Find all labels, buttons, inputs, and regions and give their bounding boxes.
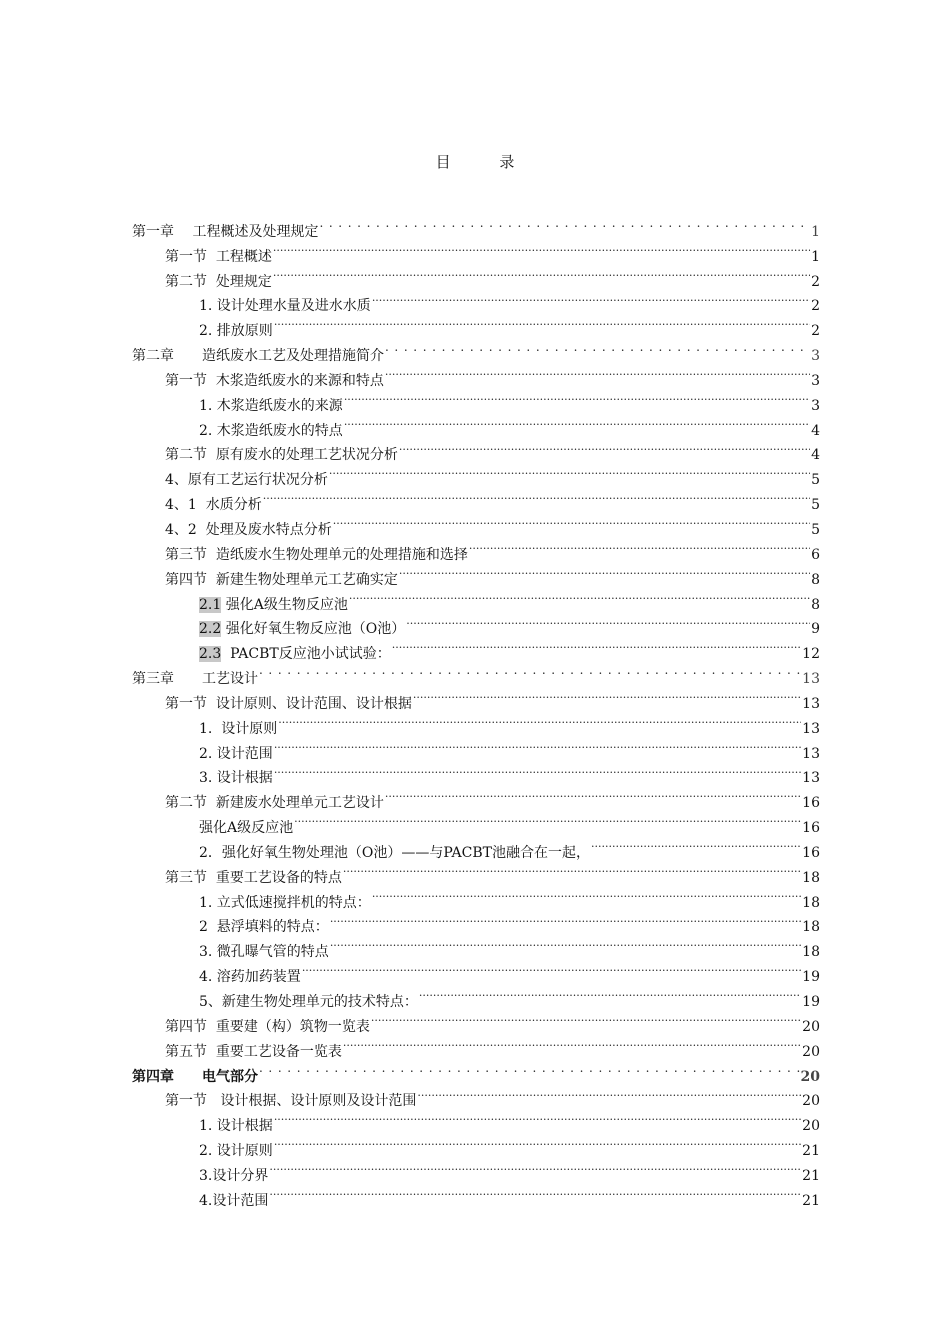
toc-dot-leader — [302, 956, 801, 981]
toc-dot-leader — [263, 484, 810, 509]
toc-entry-text — [132, 667, 258, 692]
toc-dot-leader — [343, 1031, 801, 1056]
toc-entry-text — [199, 617, 405, 642]
toc-entry-label: 第二节 新建废水处理单元工艺设计 — [165, 795, 384, 812]
toc-dot-leader — [372, 882, 801, 907]
toc-entry-label: 4.设计范围 — [199, 1192, 269, 1209]
toc-page-number: 21 — [802, 1167, 820, 1184]
toc-dot-leader — [278, 708, 801, 733]
toc-entry-text — [199, 593, 348, 618]
toc-page-number: 21 — [802, 1143, 820, 1160]
toc-entry-text — [199, 1189, 268, 1214]
toc-entry-text — [199, 742, 273, 767]
toc-dot-leader — [371, 1006, 801, 1031]
toc-dot-leader — [273, 236, 810, 261]
toc-page-number: 1 — [811, 223, 820, 240]
toc-page-number: 9 — [811, 621, 820, 638]
toc-page-number: 16 — [802, 795, 820, 812]
toc-dot-leader — [413, 683, 801, 708]
toc-dot-leader — [343, 857, 801, 882]
toc-entry-label: 3. 微孔曝气管的特点 — [199, 944, 329, 961]
toc-entry-label: 第五节 重要工艺设备一览表 — [165, 1043, 342, 1060]
toc-dot-leader — [344, 410, 810, 435]
toc-entry-label: 1. 立式低速搅拌机的特点： — [199, 894, 371, 911]
toc-entry-label: 2. 木浆造纸废水的特点 — [199, 422, 343, 439]
toc-entry-label: 第二节 原有废水的处理工艺状况分析 — [165, 447, 398, 464]
toc-entry-label: 2. 排放原则 — [199, 323, 273, 340]
toc-page-number: 12 — [802, 646, 820, 663]
toc-entry-text — [165, 866, 342, 891]
toc-dot-leader — [294, 807, 801, 832]
toc-entry-text — [199, 419, 343, 444]
toc-page-number: 3 — [811, 372, 820, 389]
toc-page-number: 13 — [802, 745, 820, 762]
toc-page-number: 13 — [802, 695, 820, 712]
toc-page-number: 1 — [811, 248, 820, 265]
toc-page-number: 18 — [802, 869, 820, 886]
toc-dot-leader — [344, 385, 810, 410]
toc-page-number: 20 — [802, 1118, 820, 1135]
toc-dot-leader — [259, 1056, 800, 1081]
toc-page-number: 20 — [800, 1068, 820, 1085]
toc-page-number: 3 — [811, 397, 820, 414]
toc-page-number: 19 — [802, 969, 820, 986]
toc-entry-label: 强化A级反应池 — [199, 820, 294, 837]
toc-entry-label: 2. 设计原则 — [199, 1143, 273, 1160]
toc-entry-text — [199, 915, 329, 940]
toc-entry-text — [199, 1164, 268, 1189]
toc-page-number: 13 — [802, 720, 820, 737]
toc-entry-label: PACBT反应池小试试验： — [221, 646, 391, 663]
toc-entry-label: 第二节 处理规定 — [165, 273, 272, 290]
toc-dot-leader — [469, 534, 810, 559]
toc-dot-leader — [419, 981, 801, 1006]
toc-entry-text — [165, 1015, 370, 1040]
toc-page-number: 8 — [811, 596, 820, 613]
toc-dot-leader — [591, 832, 801, 857]
toc-dot-leader — [273, 261, 810, 286]
table-of-contents — [132, 211, 820, 1209]
toc-entry-label: 1. 设计处理水量及进水水质 — [199, 298, 371, 315]
toc-page-number: 4 — [811, 422, 820, 439]
toc-dot-leader — [269, 1155, 801, 1180]
toc-entry[interactable] — [132, 211, 820, 240]
toc-dot-leader — [329, 459, 810, 484]
toc-entry-label: 第三章 工艺设计 — [132, 671, 258, 688]
toc-page-number: 8 — [811, 571, 820, 588]
toc-entry-label: 2．强化好氧生物处理池（O池）——与PACBT池融合在一起， — [199, 844, 590, 861]
toc-entry-text — [165, 245, 272, 270]
toc-page-number: 20 — [802, 1043, 820, 1060]
toc-page-number: 3 — [811, 348, 820, 365]
toc-page-number: 13 — [802, 770, 820, 787]
toc-dot-leader — [399, 435, 810, 460]
toc-entry-label: 4. 溶药加药装置 — [199, 969, 301, 986]
toc-entry-label: 第一节 木浆造纸废水的来源和特点 — [165, 372, 384, 389]
toc-entry-label: 1. 设计根据 — [199, 1118, 273, 1135]
toc-dot-leader — [333, 509, 810, 534]
toc-page-number: 16 — [802, 844, 820, 861]
toc-entry-label: 4、2 处理及废水特点分析 — [165, 521, 332, 538]
toc-entry-label: 1. 设计原则 — [199, 720, 278, 737]
toc-entry-text — [199, 1139, 273, 1164]
toc-entry-text — [132, 1065, 258, 1090]
toc-dot-leader — [406, 609, 810, 634]
toc-entry-label: 4、1 水质分析 — [165, 497, 262, 514]
toc-dot-leader — [330, 907, 801, 932]
toc-page-number: 21 — [802, 1192, 820, 1209]
toc-entry-label: 强化好氧生物反应池（O池） — [221, 621, 406, 638]
toc-entry-label: 1. 木浆造纸废水的来源 — [199, 397, 343, 414]
toc-page-number: 2 — [811, 273, 820, 290]
toc-entry-text — [199, 717, 277, 742]
toc-entry-label: 第三节 重要工艺设备的特点 — [165, 869, 342, 886]
toc-title: 目 录 — [435, 153, 537, 171]
toc-entry-text — [165, 518, 332, 543]
toc-page-number: 5 — [811, 521, 820, 538]
toc-entry-label: 第一节 工程概述 — [165, 248, 272, 265]
toc-entry-label: 5、新建生物处理单元的技术特点： — [199, 994, 418, 1010]
toc-entry-text — [165, 270, 272, 295]
toc-dot-leader — [274, 1105, 801, 1130]
toc-entry-label: 2 悬浮填料的特点： — [199, 919, 329, 936]
toc-page-number: 13 — [802, 671, 820, 688]
toc-page-number: 6 — [811, 546, 820, 563]
toc-dot-leader — [330, 931, 801, 956]
toc-page-number: 18 — [802, 944, 820, 961]
toc-entry-label: 第四节 新建生物处理单元工艺确实定 — [165, 571, 398, 588]
toc-page-number: 19 — [802, 994, 820, 1010]
toc-page-number: 2 — [811, 323, 820, 340]
toc-entry-label: 第二章 造纸废水工艺及处理措施简介 — [132, 348, 384, 365]
toc-entry-label: 2. 设计范围 — [199, 745, 273, 762]
toc-page-number: 4 — [811, 447, 820, 464]
toc-entry-text — [199, 965, 301, 990]
toc-dot-leader — [259, 658, 801, 683]
toc-entry-label: 第一章 工程概述及处理规定 — [132, 223, 319, 240]
toc-dot-leader — [399, 559, 810, 584]
toc-dot-leader — [417, 1081, 801, 1106]
toc-dot-leader — [372, 286, 810, 311]
toc-entry-number: 2.2 — [199, 621, 222, 638]
toc-entry-label: 3. 设计根据 — [199, 770, 273, 787]
toc-entry-text — [199, 394, 343, 419]
toc-dot-leader — [385, 782, 801, 807]
toc-entry-text — [199, 1114, 273, 1139]
toc-entry-label: 第一节 设计原则、设计范围、设计根据 — [165, 695, 412, 712]
toc-dot-leader — [392, 633, 801, 658]
toc-dot-leader — [274, 310, 810, 335]
toc-entry-label: 第三节 造纸废水生物处理单元的处理措施和选择 — [165, 546, 468, 563]
toc-entry-text — [165, 493, 262, 518]
toc-dot-leader — [319, 211, 810, 236]
toc-page-number: 20 — [802, 1093, 820, 1110]
toc-entry-text — [199, 319, 273, 344]
toc-entry-text — [199, 816, 293, 841]
toc-entry-text — [132, 344, 384, 369]
toc-dot-leader — [274, 758, 801, 783]
toc-dot-leader — [274, 733, 801, 758]
toc-dot-leader — [385, 335, 810, 360]
toc-page-number: 16 — [802, 820, 820, 837]
toc-page-number: 2 — [811, 298, 820, 315]
toc-dot-leader — [349, 584, 810, 609]
toc-page-number: 20 — [802, 1018, 820, 1035]
toc-entry-number: 2.3 — [199, 646, 222, 663]
toc-page-number: 5 — [811, 472, 820, 489]
toc-dot-leader — [385, 360, 810, 385]
toc-entry-label: 第四节 重要建（构）筑物一览表 — [165, 1018, 370, 1035]
toc-entry-label: 第四章 电气部分 — [132, 1068, 258, 1085]
toc-dot-leader — [274, 1130, 801, 1155]
toc-page-number: 5 — [811, 497, 820, 514]
toc-entry-label: 第一节 设计根据、设计原则及设计范围 — [165, 1093, 417, 1110]
toc-entry-text — [199, 766, 273, 791]
toc-entry-number: 2.1 — [199, 596, 222, 613]
toc-page-number: 18 — [802, 919, 820, 936]
toc-page-number: 18 — [802, 894, 820, 911]
toc-entry-label: 4、原有工艺运行状况分析 — [165, 472, 328, 489]
toc-dot-leader — [269, 1180, 801, 1205]
toc-entry-label: 强化A级生物反应池 — [221, 596, 348, 613]
toc-entry-label: 3.设计分界 — [199, 1167, 269, 1184]
